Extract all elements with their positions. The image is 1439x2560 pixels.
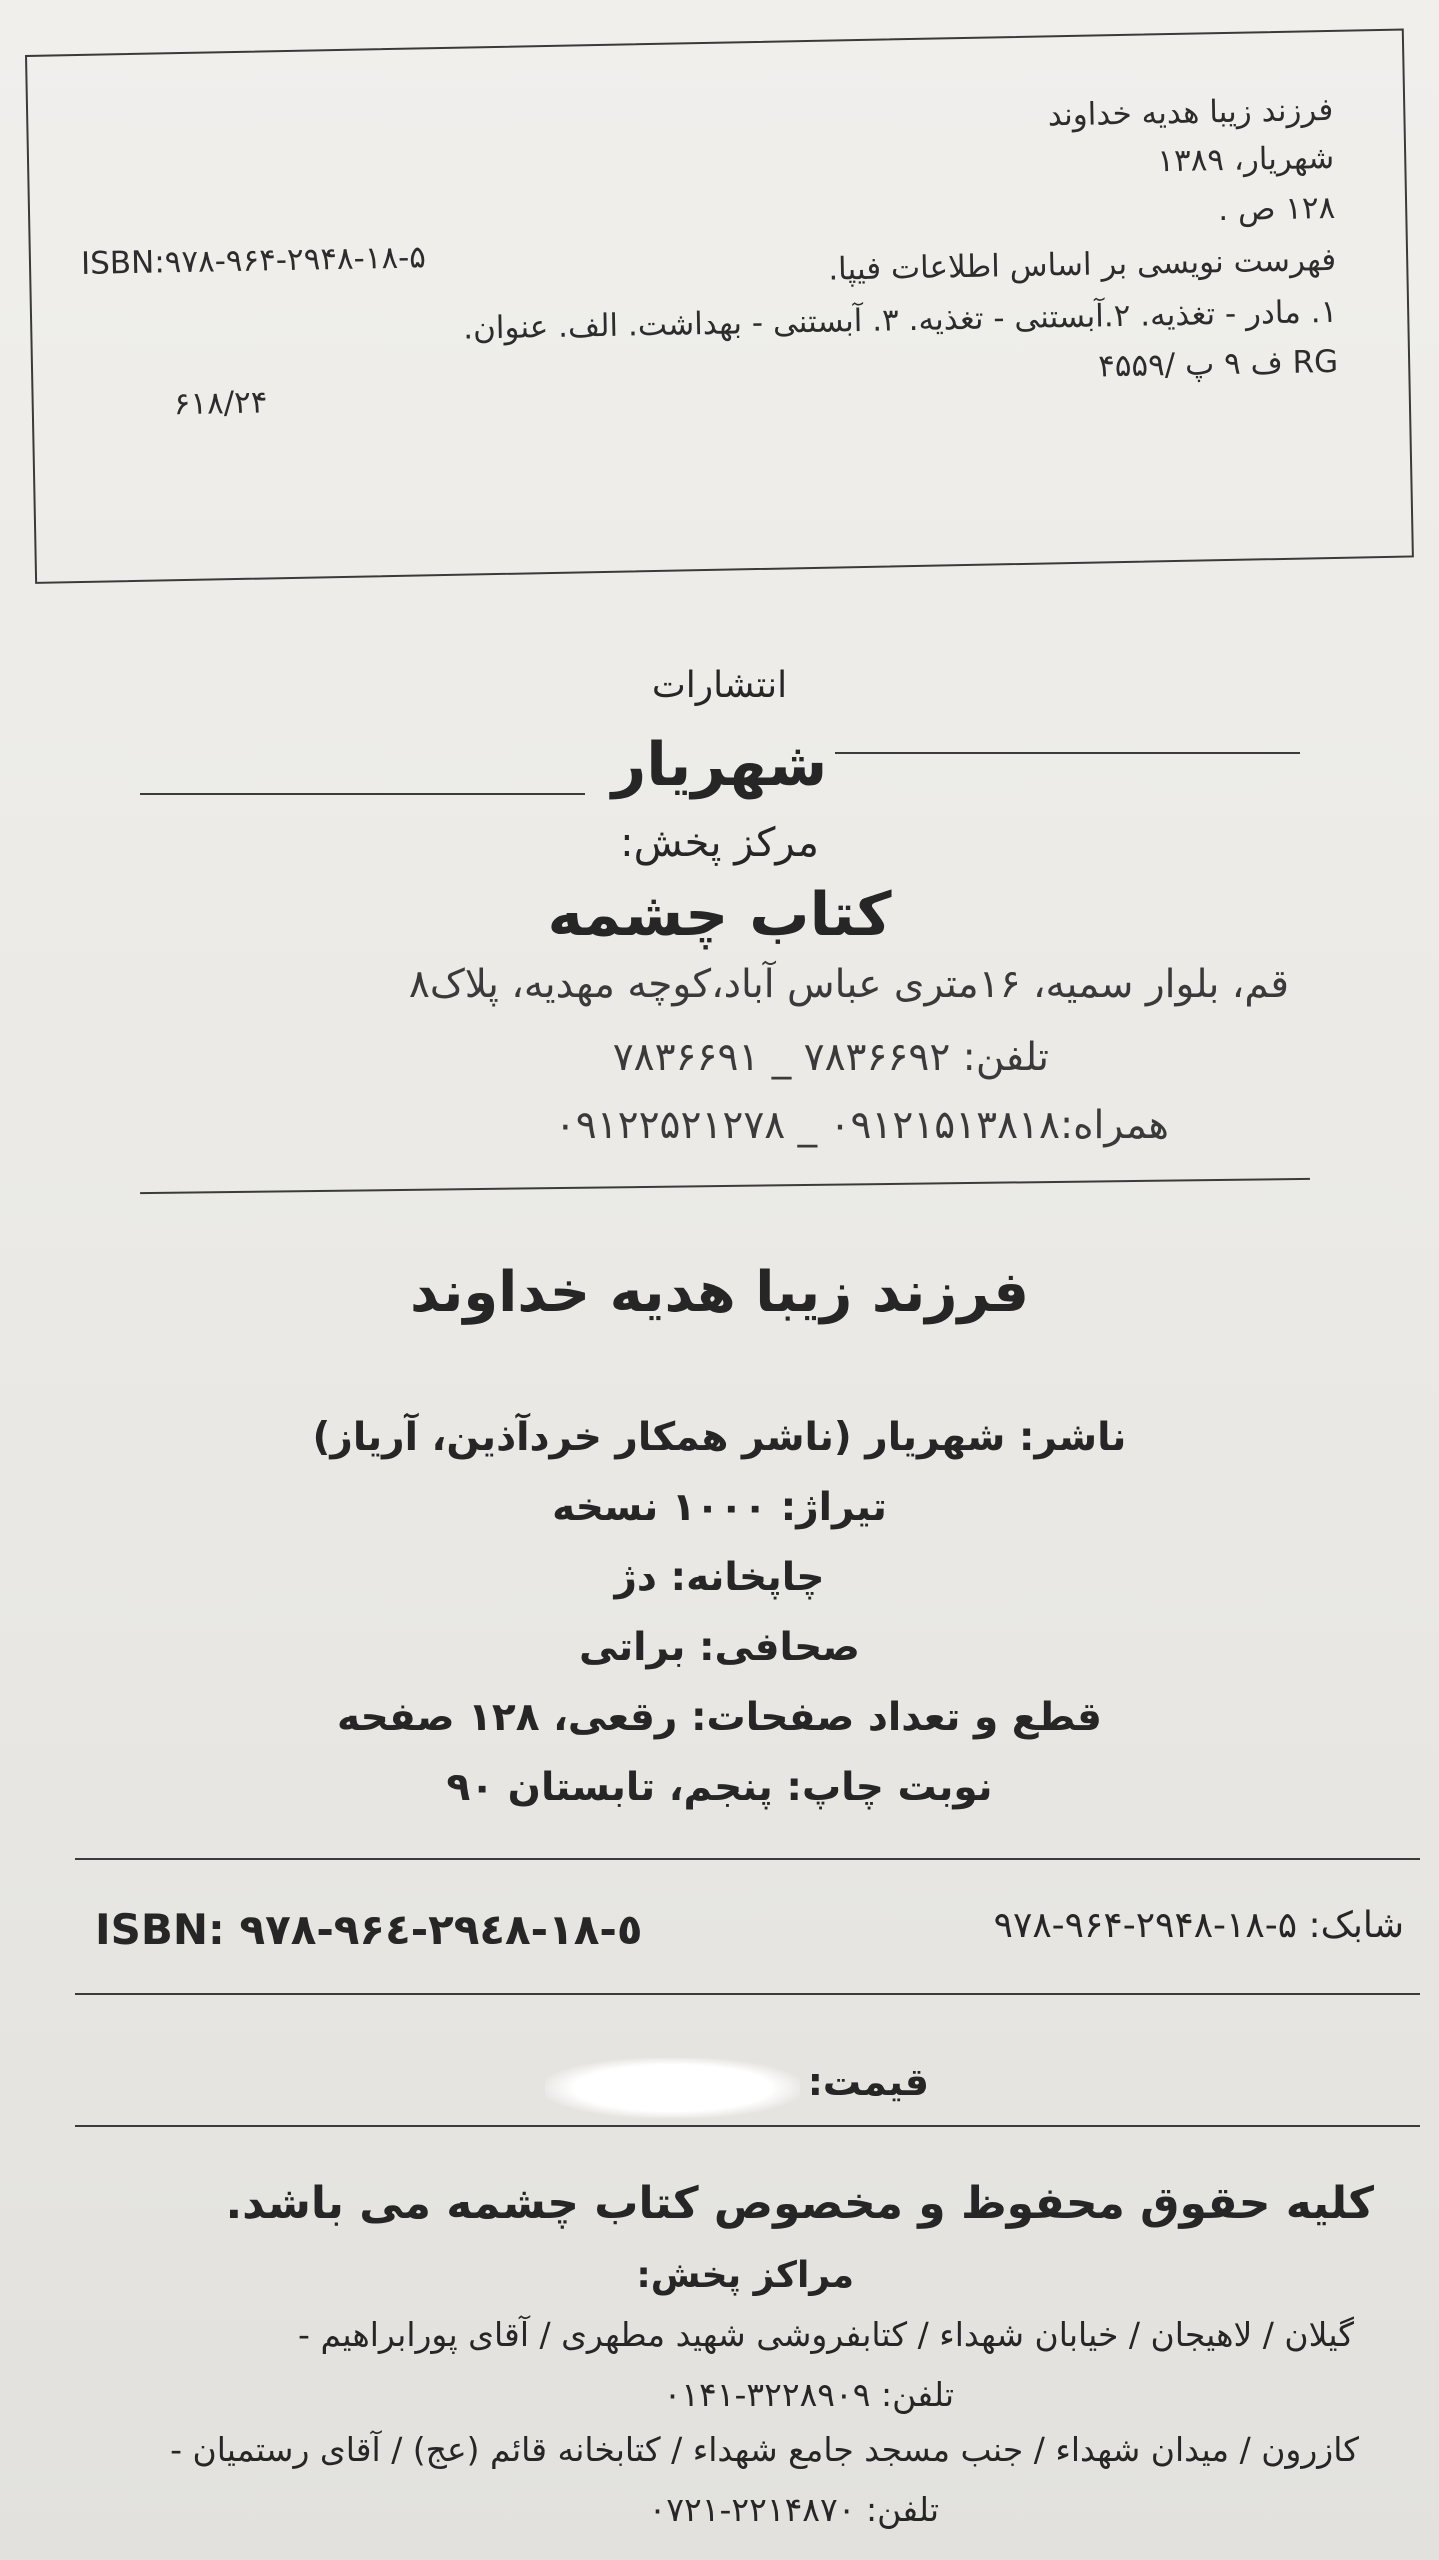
catalog-line-fipa: فهرست نویسی بر اساس اطلاعات فیپا. — [827, 241, 1337, 288]
catalog-line-subjects: ۱. مادر - تغذیه. ۲.آبستنی - تغذیه. ۳. آبستنی - بهداشت. الف. عنوان. — [462, 293, 1338, 347]
detail-print-run: تیراژ: ۱۰۰۰ نسخه — [552, 1485, 887, 1530]
catalog-line-pages: ۱۲۸ ص . — [1217, 189, 1336, 229]
center-kazerun-phone: تلفن: ۲۲۱۴۸۷۰-۰۷۲۱ — [648, 2490, 939, 2529]
detail-printer: چاپخانه: دژ — [614, 1555, 825, 1600]
divider-price — [75, 2125, 1420, 2127]
book-title: فرزند زیبا هدیه خداوند — [409, 1260, 1029, 1325]
rights-notice: کلیه حقوق محفوظ و مخصوص کتاب چشمه می باشد. — [225, 2178, 1374, 2229]
isbn-persian: شابک: ۵-۱۸-۲۹۴۸-۹۶۴-۹۷۸ — [993, 1905, 1404, 1946]
distribution-phone: تلفن: ۷۸۳۶۶۹۲ _ ۷۸۳۶۶۹۱ — [612, 1035, 1049, 1080]
isbn-latin: ISBN: ۹۷۸-۹۶٤-۲۹٤۸-۱۸-٥ — [95, 1905, 643, 1954]
center-gilan-phone: تلفن: ۳۲۲۸۹۰۹-۰۱۴۱ — [663, 2375, 954, 2414]
divider-isbn-bottom — [75, 1993, 1420, 1995]
publisher-label: انتشارات — [651, 665, 788, 706]
catalog-line-classification: ۴ف ۹ پ /۵۵۹ RG — [1097, 343, 1339, 385]
price-label: قیمت: — [807, 2060, 929, 2104]
distribution-address: قم، بلوار سمیه، ۱۶متری عباس آباد،کوچه مهدیه، پلاک۸ — [408, 962, 1289, 1007]
divider-distribution — [140, 1178, 1310, 1194]
detail-edition: نوبت چاپ: پنجم، تابستان ۹۰ — [446, 1765, 993, 1810]
center-kazerun-address: کازرون / میدان شهداء / جنب مسجد جامع شهداء / کتابخانه قائم (عج) / آقای رستمیان - — [170, 2430, 1359, 2469]
detail-publisher: ناشر: شهریار (ناشر همکار خردآذین، آریاز) — [312, 1415, 1127, 1460]
catalog-line-title: فرزند زیبا هدیه خداوند — [1047, 91, 1334, 134]
detail-format-pages: قطع و تعداد صفحات: رقعی، ۱۲۸ صفحه — [337, 1695, 1102, 1740]
catalog-isbn: ISBN:۹۷۸-۹۶۴-۲۹۴۸-۱۸-۵ — [80, 239, 427, 282]
detail-binding: صحافی: براتی — [579, 1625, 860, 1670]
center-gilan-address: گیلان / لاهیجان / خیابان شهداء / کتابفروشی شهید مطهری / آقای پورابراهیم - — [298, 2315, 1354, 2354]
centers-label: مراکز پخش: — [636, 2255, 854, 2296]
publisher-name: شهریار — [611, 730, 828, 800]
catalog-dewey: ۶۱۸/۲۴ — [173, 384, 268, 423]
cataloging-box — [25, 29, 1414, 584]
distribution-label: مرکز پخش: — [620, 820, 819, 866]
distribution-name: کتاب چشمه — [547, 880, 892, 950]
price-sticker-residue — [545, 2058, 800, 2118]
divider-isbn-top — [75, 1858, 1420, 1860]
catalog-line-publisher-year: شهریار، ۱۳۸۹ — [1157, 139, 1335, 180]
distribution-mobile: همراه:۰۹۱۲۱۵۱۳۸۱۸ _ ۰۹۱۲۲۵۲۱۲۷۸ — [554, 1103, 1169, 1148]
